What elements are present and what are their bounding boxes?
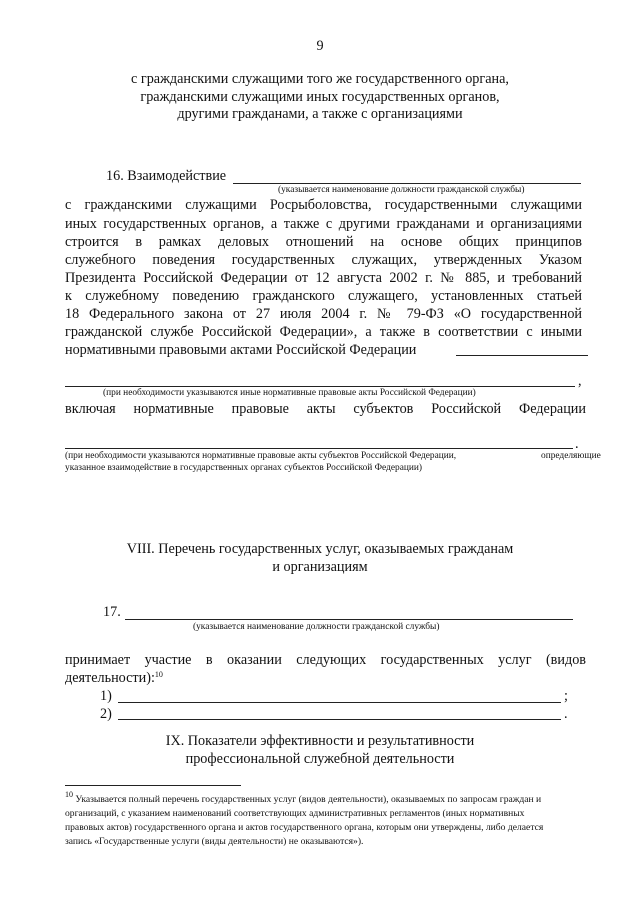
fill-line xyxy=(118,702,561,703)
item17-text-1: принимает участие в оказании следующих государственных услуг (видов xyxy=(65,653,586,668)
fill-line xyxy=(65,448,573,449)
fill-line xyxy=(233,183,581,184)
footnote-line-4: запись «Государственные услуги (виды деятельности) не оказываются»). xyxy=(65,836,364,847)
fill-line xyxy=(118,719,561,720)
footnote-line-1 xyxy=(65,790,542,805)
fill-line xyxy=(125,619,573,620)
fill-line xyxy=(456,355,588,356)
item16-caption-3c: указанное взаимодействие в государственных органах субъектов Российской Федерации) xyxy=(65,463,423,473)
item16-caption-3a: (при необходимости указываются нормативные правовые акты субъектов Российской Федерации, xyxy=(65,451,457,461)
intro-line-2: гражданскими служащими иных государственных органов, xyxy=(140,89,500,105)
page-number: 9 xyxy=(316,38,324,54)
section9-title-1: IX. Показатели эффективности и результативности xyxy=(165,733,475,749)
footnote-line-3: правовых актов) государственного органа и актов государственного органа, которым они утверждены, либо делается xyxy=(65,822,544,833)
footnote-number: 10 xyxy=(65,790,73,799)
footnote-ref: 10 xyxy=(154,670,163,679)
item16-last-line: нормативными правовыми актами Российской Федерации xyxy=(65,342,417,358)
period-mark: . xyxy=(575,436,579,452)
section8-title-2: и организациям xyxy=(272,559,368,575)
list-item-2-marker: 2) xyxy=(100,706,112,722)
item16-caption-3b: определяющие xyxy=(541,451,601,461)
item16-line-5: Президента Российской Федерации от 12 августа 2002 г. № 885, и требований xyxy=(65,271,582,286)
item17-text-2-content: деятельности): xyxy=(65,670,155,686)
item17-text-2 xyxy=(65,671,163,685)
fill-line xyxy=(65,386,575,387)
item16-line-2: иных государственных органов, а также с другими гражданами и организациями xyxy=(65,217,582,232)
item17-label: 17. xyxy=(103,604,121,620)
item16-caption-2: (при необходимости указываются иные нормативные правовые акты Российской Федерации) xyxy=(103,388,476,398)
item16-line-3: строится в рамках деловых отношений на основе общих принципов xyxy=(65,235,582,250)
section9-title-2: профессиональной служебной деятельности xyxy=(185,751,455,767)
item16-line-6: к служебному поведению гражданского служащего, установленных статьей xyxy=(65,289,582,304)
section8-title-1: VIII. Перечень государственных услуг, оказываемых гражданам xyxy=(126,541,514,557)
intro-line-1: с гражданскими служащими того же государственного органа, xyxy=(131,71,509,87)
including-line: включая нормативные правовые акты субъектов Российской Федерации xyxy=(65,402,586,417)
item16-label: 16. Взаимодействие xyxy=(106,168,227,184)
intro-line-3: другими гражданами, а также с организациями xyxy=(177,106,463,122)
item16-caption: (указывается наименование должности гражданской службы) xyxy=(278,185,525,195)
footnote-line-1-text: Указывается полный перечень государственных услуг (видов деятельности), оказываемых по запросам граждан и xyxy=(75,794,542,805)
list-item-1-marker: 1) xyxy=(100,688,112,704)
footnote-separator xyxy=(65,785,241,786)
item16-line-7: 18 Федерального закона от 27 июля 2004 г. № 79-ФЗ «О государственной xyxy=(65,307,582,322)
footnote-line-2: организаций, с указанием наименований соответствующих административных регламентов (иных нормативных xyxy=(65,808,525,819)
item16-line-8: гражданской службе Российской Федерации», а также в соответствии с иными xyxy=(65,325,582,340)
list-item-1-end: ; xyxy=(564,688,568,704)
list-item-2-end: . xyxy=(564,706,568,722)
item16-line-4: служебного поведения государственных служащих, утвержденных Указом xyxy=(65,253,582,268)
item17-caption: (указывается наименование должности гражданской службы) xyxy=(193,622,440,632)
item16-line-1: с гражданскими служащими Росрыболовства, государственными служащими xyxy=(65,198,582,213)
comma-mark: , xyxy=(578,373,582,389)
